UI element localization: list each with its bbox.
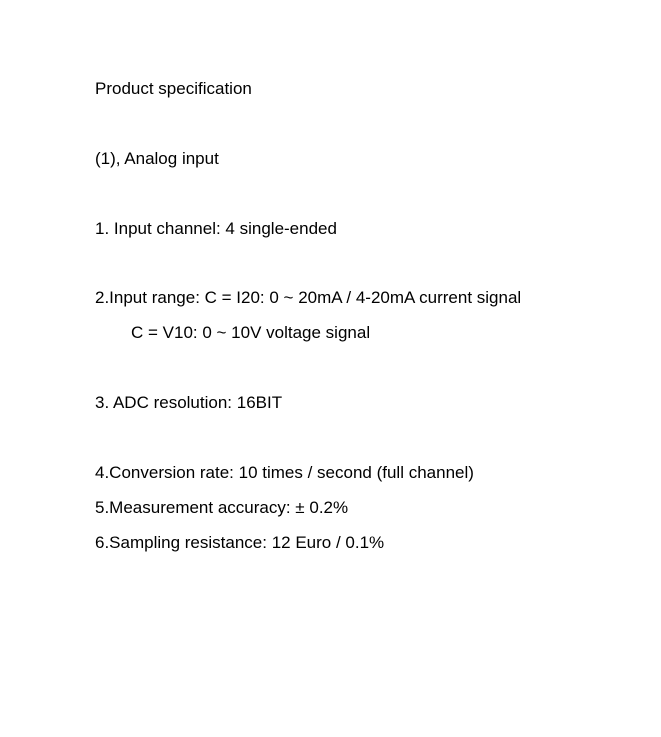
spec-item-adc-resolution: 3. ADC resolution: 16BIT [95, 393, 283, 412]
spec-item-sampling-resistance: 6.Sampling resistance: 12 Euro / 0.1% [95, 533, 385, 552]
spec-item-input-channel: 1. Input channel: 4 single-ended [95, 219, 337, 238]
spec-item-conversion-rate: 4.Conversion rate: 10 times / second (full channel) [95, 463, 474, 482]
spec-item-measurement-accuracy: 5.Measurement accuracy: ± 0.2% [95, 498, 349, 517]
spec-item-input-range: 2.Input range: C = I20: 0 ~ 20mA / 4-20mA current signal [95, 288, 522, 307]
section-heading: (1), Analog input [95, 149, 219, 168]
spec-item-input-range-voltage: C = V10: 0 ~ 10V voltage signal [131, 323, 371, 342]
document-title: Product specification [95, 79, 252, 98]
